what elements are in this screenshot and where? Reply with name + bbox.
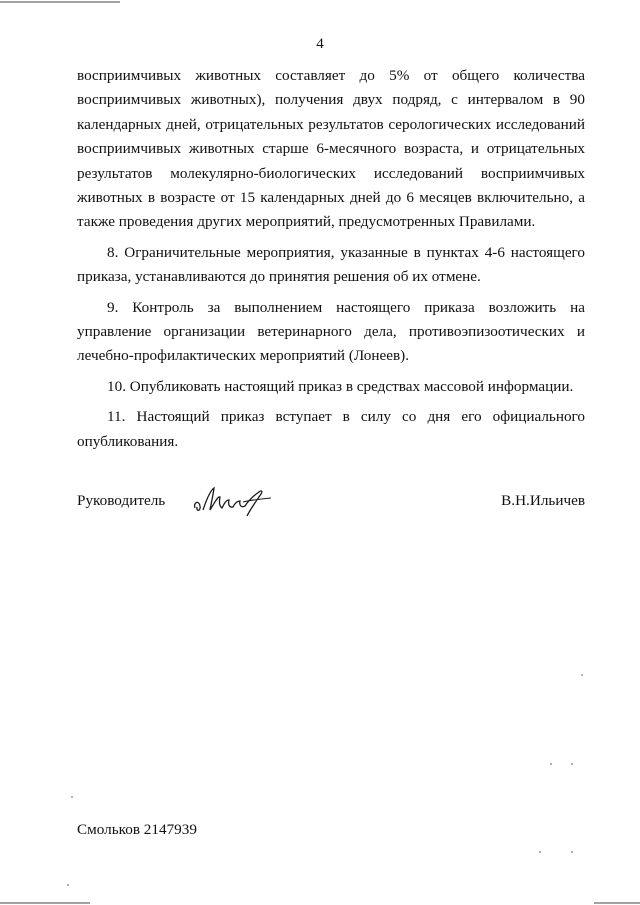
paragraph-continuation: восприимчивых животных составляет до 5% от общего количества восприимчивых животных), получения двух подряд, с интервалом в 90 календарных дней, отрицательных результатов серологических исследований восприимчивых животных старше 6-месячного возраста, и отрицательных результатов молекулярно-биологических исследований восприимчивых животных в возрасте от 15 календарных дней до 6 месяцев включительно, а также проведения других мероприятий, предусмотренных Правилами.	[77, 67, 585, 231]
signatory-name: В.Н.Ильичев	[501, 492, 585, 509]
signatory-title: Руководитель	[77, 492, 166, 509]
paragraph-item-8: 8. Ограничительные мероприятия, указанные в пунктах 4-6 настоящего приказа, устанавливаются до принятия решения об их отмене.	[77, 243, 585, 286]
handwritten-signature-icon	[189, 482, 279, 518]
paragraph-item-9: 9. Контроль за выполнением настоящего приказа возложить на управление организации ветеринарного дела, противоэпизоотических и лечебно-профилактических мероприятий (Лонеев).	[77, 298, 585, 365]
signature-block	[77, 482, 585, 522]
document-body	[77, 64, 585, 454]
paragraph-item-10: 10. Опубликовать настоящий приказ в средствах массовой информации.	[107, 377, 574, 395]
executor-note: Смольков 2147939	[77, 821, 197, 838]
paragraph-item-11: 11. Настоящий приказ вступает в силу со дня его официального опубликования.	[77, 408, 585, 450]
page-number: 4	[316, 36, 324, 52]
